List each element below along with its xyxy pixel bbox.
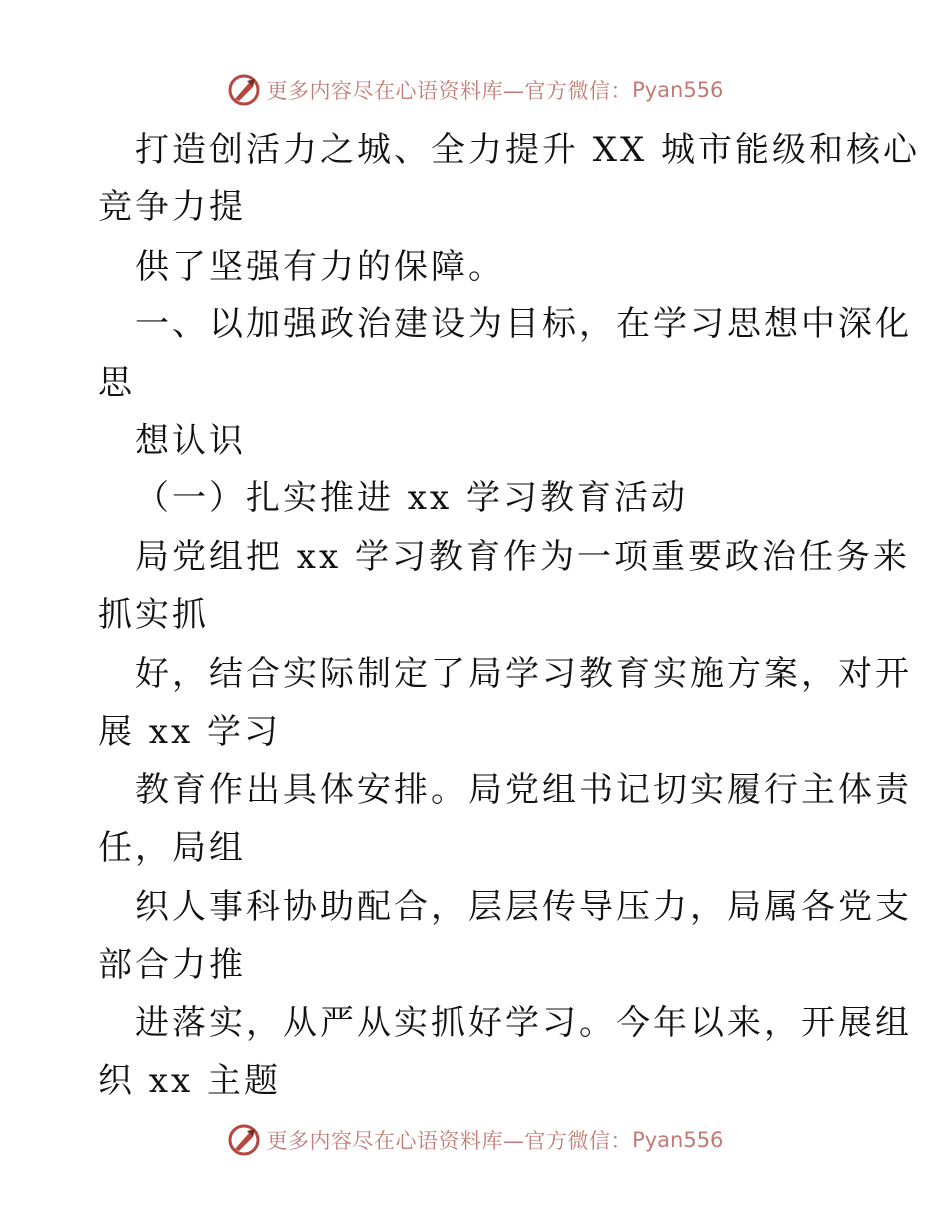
text-line: 织 xx 主题 (98, 1061, 281, 1101)
footer-banner (0, 1120, 950, 1160)
text-line: 打造创活力之城、全力提升 XX 城市能级和核心 (135, 130, 921, 170)
text-line: 部合力推 (98, 945, 246, 985)
text-line: 好，结合实际制定了局学习教育实施方案，对开 (135, 654, 912, 694)
text-line: 任，局组 (98, 828, 246, 868)
text-line: 一、以加强政治建设为目标，在学习思想中深化 (135, 304, 912, 344)
footer-banner-text: 更多内容尽在心语资料库—官方微信： (266, 1129, 633, 1153)
header-banner-text: 更多内容尽在心语资料库—官方微信： (266, 79, 633, 103)
pen-logo-icon (227, 73, 261, 107)
text-line: 进落实，从严从实抓好学习。今年以来，开展组 (135, 1003, 912, 1043)
text-line: 竞争力提 (98, 187, 246, 227)
text-line: 思 (98, 363, 135, 403)
text-line: 想认识 (135, 421, 246, 461)
text-line: 局党组把 xx 学习教育作为一项重要政治任务来 (135, 537, 910, 577)
text-line: 织人事科协助配合，层层传导压力，局属各党支 (135, 887, 912, 927)
section-heading: （一）扎实推进 xx 学习教育活动 (135, 478, 688, 518)
header-wechat-id: Pyan556 (632, 78, 724, 102)
text-line: 展 xx 学习 (98, 712, 281, 752)
footer-wechat-id: Pyan556 (632, 1128, 724, 1152)
text-line: 教育作出具体安排。局党组书记切实履行主体责 (135, 770, 912, 810)
text-line: 抓实抓 (98, 595, 209, 635)
text-line: 供了坚强有力的保障。 (135, 247, 505, 287)
pen-logo-icon (227, 1123, 261, 1157)
header-banner (0, 70, 950, 110)
